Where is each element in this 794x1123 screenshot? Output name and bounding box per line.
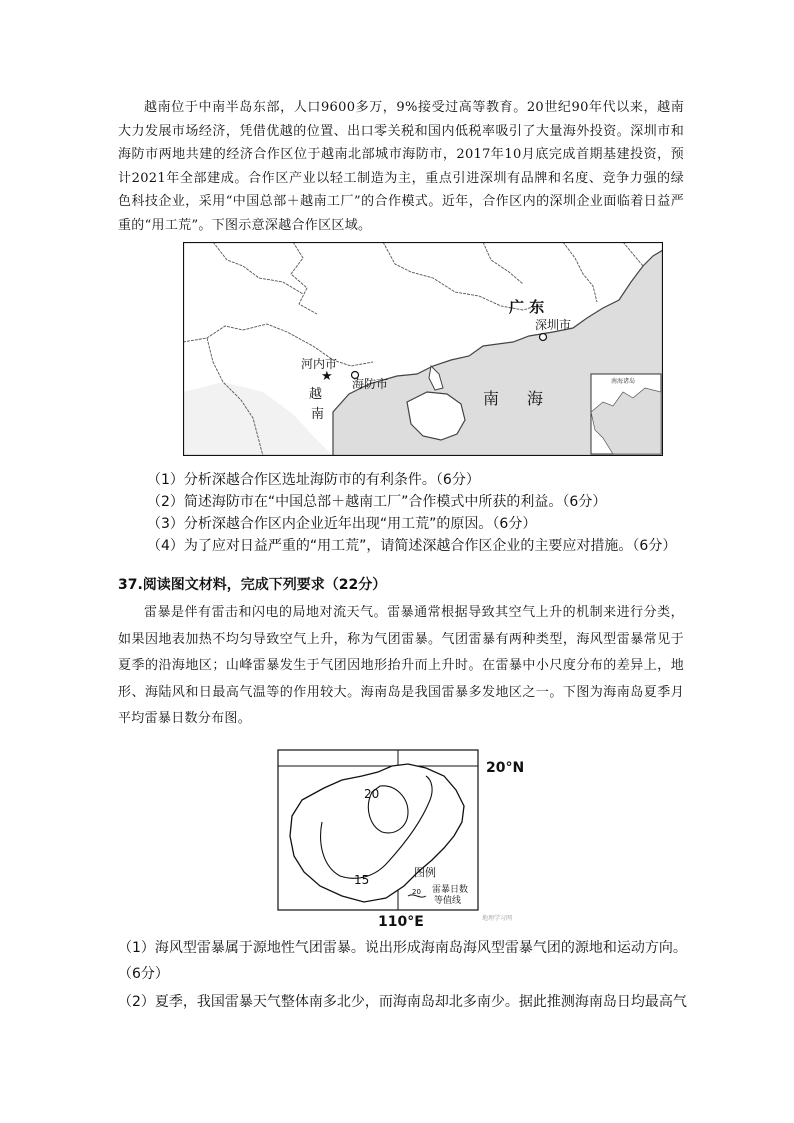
legend-text-2: 等值线	[434, 896, 462, 906]
south-sea-label-2: 海	[527, 389, 544, 408]
watermark: 地理学习网	[482, 915, 513, 922]
q36-4: （4）为了应对日益严重的“用工荒”，请简述深越合作区企业的主要应对措施。（6分）	[147, 538, 677, 554]
vietnam-label-1: 越	[309, 387, 323, 402]
passage-thunderstorm: 雷暴是伴有雷击和闪电的局地对流天气。雷暴通常根据导致其空气上升的机制来进行分类，如果因地表加热不均匀导致空气上升，称为气团雷暴。气团雷暴有两种类型，海风型雷暴常见于夏季的沿海地区；山峰雷暴发生于气团因地形抬升而上升时。在雷暴中小尺度分布的差异上，地形、海陆风和日最高气温等的作用较大。海南岛是我国雷暴多发地区之一。下图为海南岛夏季月平均雷暴日数分布图。	[118, 605, 684, 726]
cooperation-zone-map	[183, 242, 663, 456]
lat-label: 20°N	[486, 760, 525, 776]
q37-1: （1）海风型雷暴属于源地性气团雷暴。说出形成海南岛海风型雷暴气团的源地和运动方向。	[118, 940, 687, 956]
inset-label: 南海诸岛	[611, 378, 636, 385]
shenzhen-label: 深圳市	[535, 318, 572, 332]
legend-text-1: 雷暴日数	[432, 885, 469, 895]
south-sea-label-1: 南	[483, 389, 500, 408]
q36-3: （3）分析深越合作区内企业近年出现“用工荒”的原因。（6分）	[147, 516, 537, 532]
hanoi-label: 河内市	[301, 357, 338, 371]
hanoi-star-icon: ★	[321, 369, 333, 384]
q36-1: （1）分析深越合作区选址海防市的有利条件。（6分）	[147, 472, 480, 488]
shenzhen-marker	[540, 334, 547, 341]
legend-title: 图例	[414, 866, 436, 879]
q36-2: （2）简述海防市在“中国总部＋越南工厂”合作模式中所获的利益。（6分）	[147, 494, 607, 510]
contour-15-label: 15	[354, 873, 370, 887]
legend-value: 20	[412, 888, 421, 896]
haiphong-label: 海防市	[352, 377, 389, 391]
q37-1-score: （6分）	[118, 966, 169, 982]
vietnam-label-2: 南	[311, 407, 325, 422]
hainan-thunderstorm-map	[268, 736, 534, 928]
guangdong-label: 广 东	[509, 298, 545, 316]
q37-heading: 37.阅读图文材料，完成下列要求（22分）	[118, 577, 387, 593]
q37-2: （2）夏季，我国雷暴天气整体南多北少，而海南岛却北多南少。据此推测海南岛日均最高气	[118, 994, 687, 1010]
contour-20-label: 20	[364, 787, 380, 801]
lon-label: 110°E	[378, 914, 424, 928]
passage-vietnam: 越南位于中南半岛东部，人口9600多万，9%接受过高等教育。20世纪90年代以来，越南大力发展市场经济，凭借优越的位置、出口零关税和国内低税率吸引了大量海外投资。深圳市和海防市两地共建的经济合作区位于越南北部城市海防市，2017年10月底完成首期基建投资，预计2021年全部建成。合作区产业以轻工制造为主，重点引进深圳有品牌和名度、竞争力强的绿色科技企业，采用“中国总部＋越南工厂”的合作模式。近年，合作区内的深圳企业面临着日益严重的“用工荒”。下图示意深越合作区区域。	[118, 100, 684, 233]
